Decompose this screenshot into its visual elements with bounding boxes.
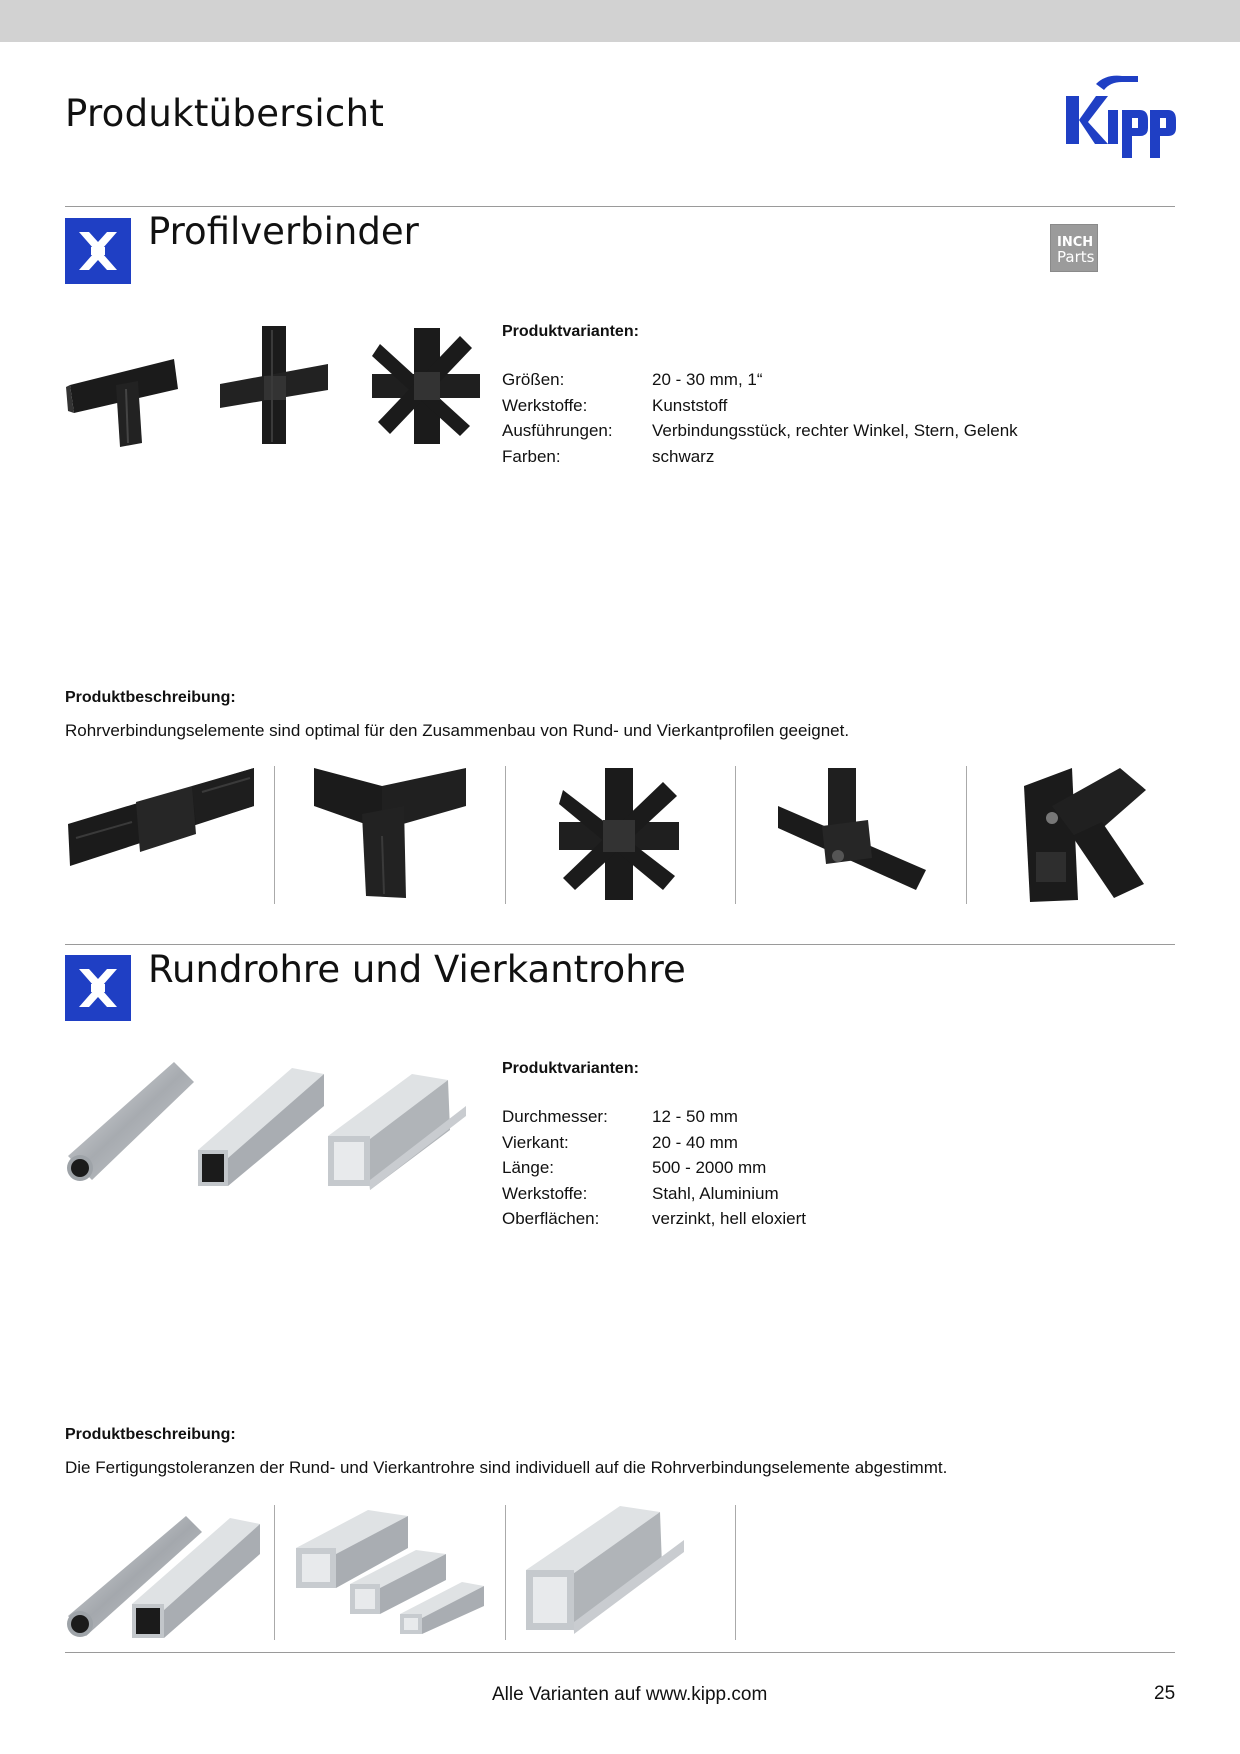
flanged-square-tube-image — [524, 1504, 686, 1638]
t-connector-image — [66, 355, 181, 447]
cross-connector-image — [218, 324, 330, 446]
tee-clamp-connector-image — [776, 766, 928, 894]
profile-connector-icon — [65, 955, 131, 1021]
image-divider — [735, 1505, 736, 1640]
variant-label: Werkstoffe: — [502, 1183, 588, 1203]
footer-link[interactable]: Alle Varianten auf www.kipp.com — [492, 1684, 768, 1705]
image-divider — [966, 766, 967, 904]
description-heading: Produktbeschreibung: — [65, 1426, 236, 1443]
description-heading: Produktbeschreibung: — [65, 689, 236, 706]
section-title: Profilverbinder — [148, 210, 419, 253]
star-connector-image — [557, 766, 681, 902]
square-tube-sizes-image — [294, 1508, 486, 1636]
variant-label: Durchmesser: — [502, 1107, 608, 1126]
variant-value: 12 - 50 mm — [652, 1107, 738, 1126]
kipp-logo — [1062, 74, 1182, 166]
description-text: Die Fertigungstoleranzen der Rund- und Vierkantrohre sind individuell auf die Rohrverbindungselemente abgestimmt. — [65, 1458, 948, 1477]
image-divider — [274, 1505, 275, 1640]
image-divider — [274, 766, 275, 904]
variant-label: Oberflächen: — [502, 1209, 600, 1229]
variant-row — [502, 1155, 806, 1181]
flanged-square-tube-image — [326, 1072, 468, 1192]
star-connector-image — [370, 326, 482, 446]
variant-value: verzinkt, hell eloxiert — [652, 1209, 807, 1229]
variant-row — [502, 1206, 806, 1232]
variant-value: Kunststoff — [652, 395, 728, 415]
footer-divider — [65, 1652, 1175, 1653]
image-divider — [505, 766, 506, 904]
section-divider — [65, 944, 1175, 945]
inch-parts-badge — [1050, 224, 1098, 272]
page-title: Produktübersicht — [65, 92, 385, 135]
variant-value: Stahl, Aluminium — [652, 1183, 779, 1203]
variant-row — [502, 393, 1018, 419]
round-and-square-tube-image — [66, 1512, 262, 1640]
variant-row — [502, 1181, 806, 1207]
variants-heading: Produktvarianten: — [502, 1060, 639, 1077]
variant-label: Werkstoffe: — [502, 395, 588, 415]
image-divider — [735, 766, 736, 904]
right-angle-connector-image — [312, 766, 468, 900]
inch-badge-line1: INCH — [1057, 235, 1094, 250]
variant-label: Farben: — [502, 446, 561, 466]
inch-badge-line2: Parts — [1057, 248, 1095, 266]
variant-value: Verbindungsstück, rechter Winkel, Stern, Gelenk — [652, 421, 1018, 441]
straight-connector-image — [66, 766, 256, 894]
variant-label: Vierkant: — [502, 1132, 569, 1152]
profile-connector-icon — [65, 218, 131, 284]
square-tube-image — [196, 1066, 326, 1188]
section-title: Rundrohre und Vierkantrohre — [148, 948, 686, 991]
image-divider — [505, 1505, 506, 1640]
hinge-connector-image — [1022, 766, 1148, 904]
variant-row — [502, 418, 1018, 444]
variants-table — [502, 1104, 806, 1232]
variant-label: Länge: — [502, 1158, 554, 1178]
variant-value: 500 - 2000 mm — [652, 1158, 767, 1178]
variant-row — [502, 1104, 806, 1130]
variant-row — [502, 1130, 806, 1156]
top-bar — [0, 0, 1240, 42]
variant-label: Ausführungen: — [502, 421, 613, 441]
variants-table — [502, 367, 1018, 469]
variants-heading: Produktvarianten: — [502, 323, 639, 340]
variant-value: 20 - 30 mm, 1“ — [652, 370, 763, 389]
section-divider — [65, 206, 1175, 207]
variant-value: schwarz — [652, 446, 715, 466]
variant-row — [502, 444, 1018, 470]
round-tube-image — [66, 1060, 196, 1184]
variant-row — [502, 367, 1018, 393]
variant-value: 20 - 40 mm — [652, 1132, 738, 1152]
description-text: Rohrverbindungselemente sind optimal für den Zusammenbau von Rund- und Vierkantprofilen geeignet. — [65, 721, 850, 740]
variant-label: Größen: — [502, 370, 565, 389]
page-number: 25 — [1154, 1683, 1176, 1704]
